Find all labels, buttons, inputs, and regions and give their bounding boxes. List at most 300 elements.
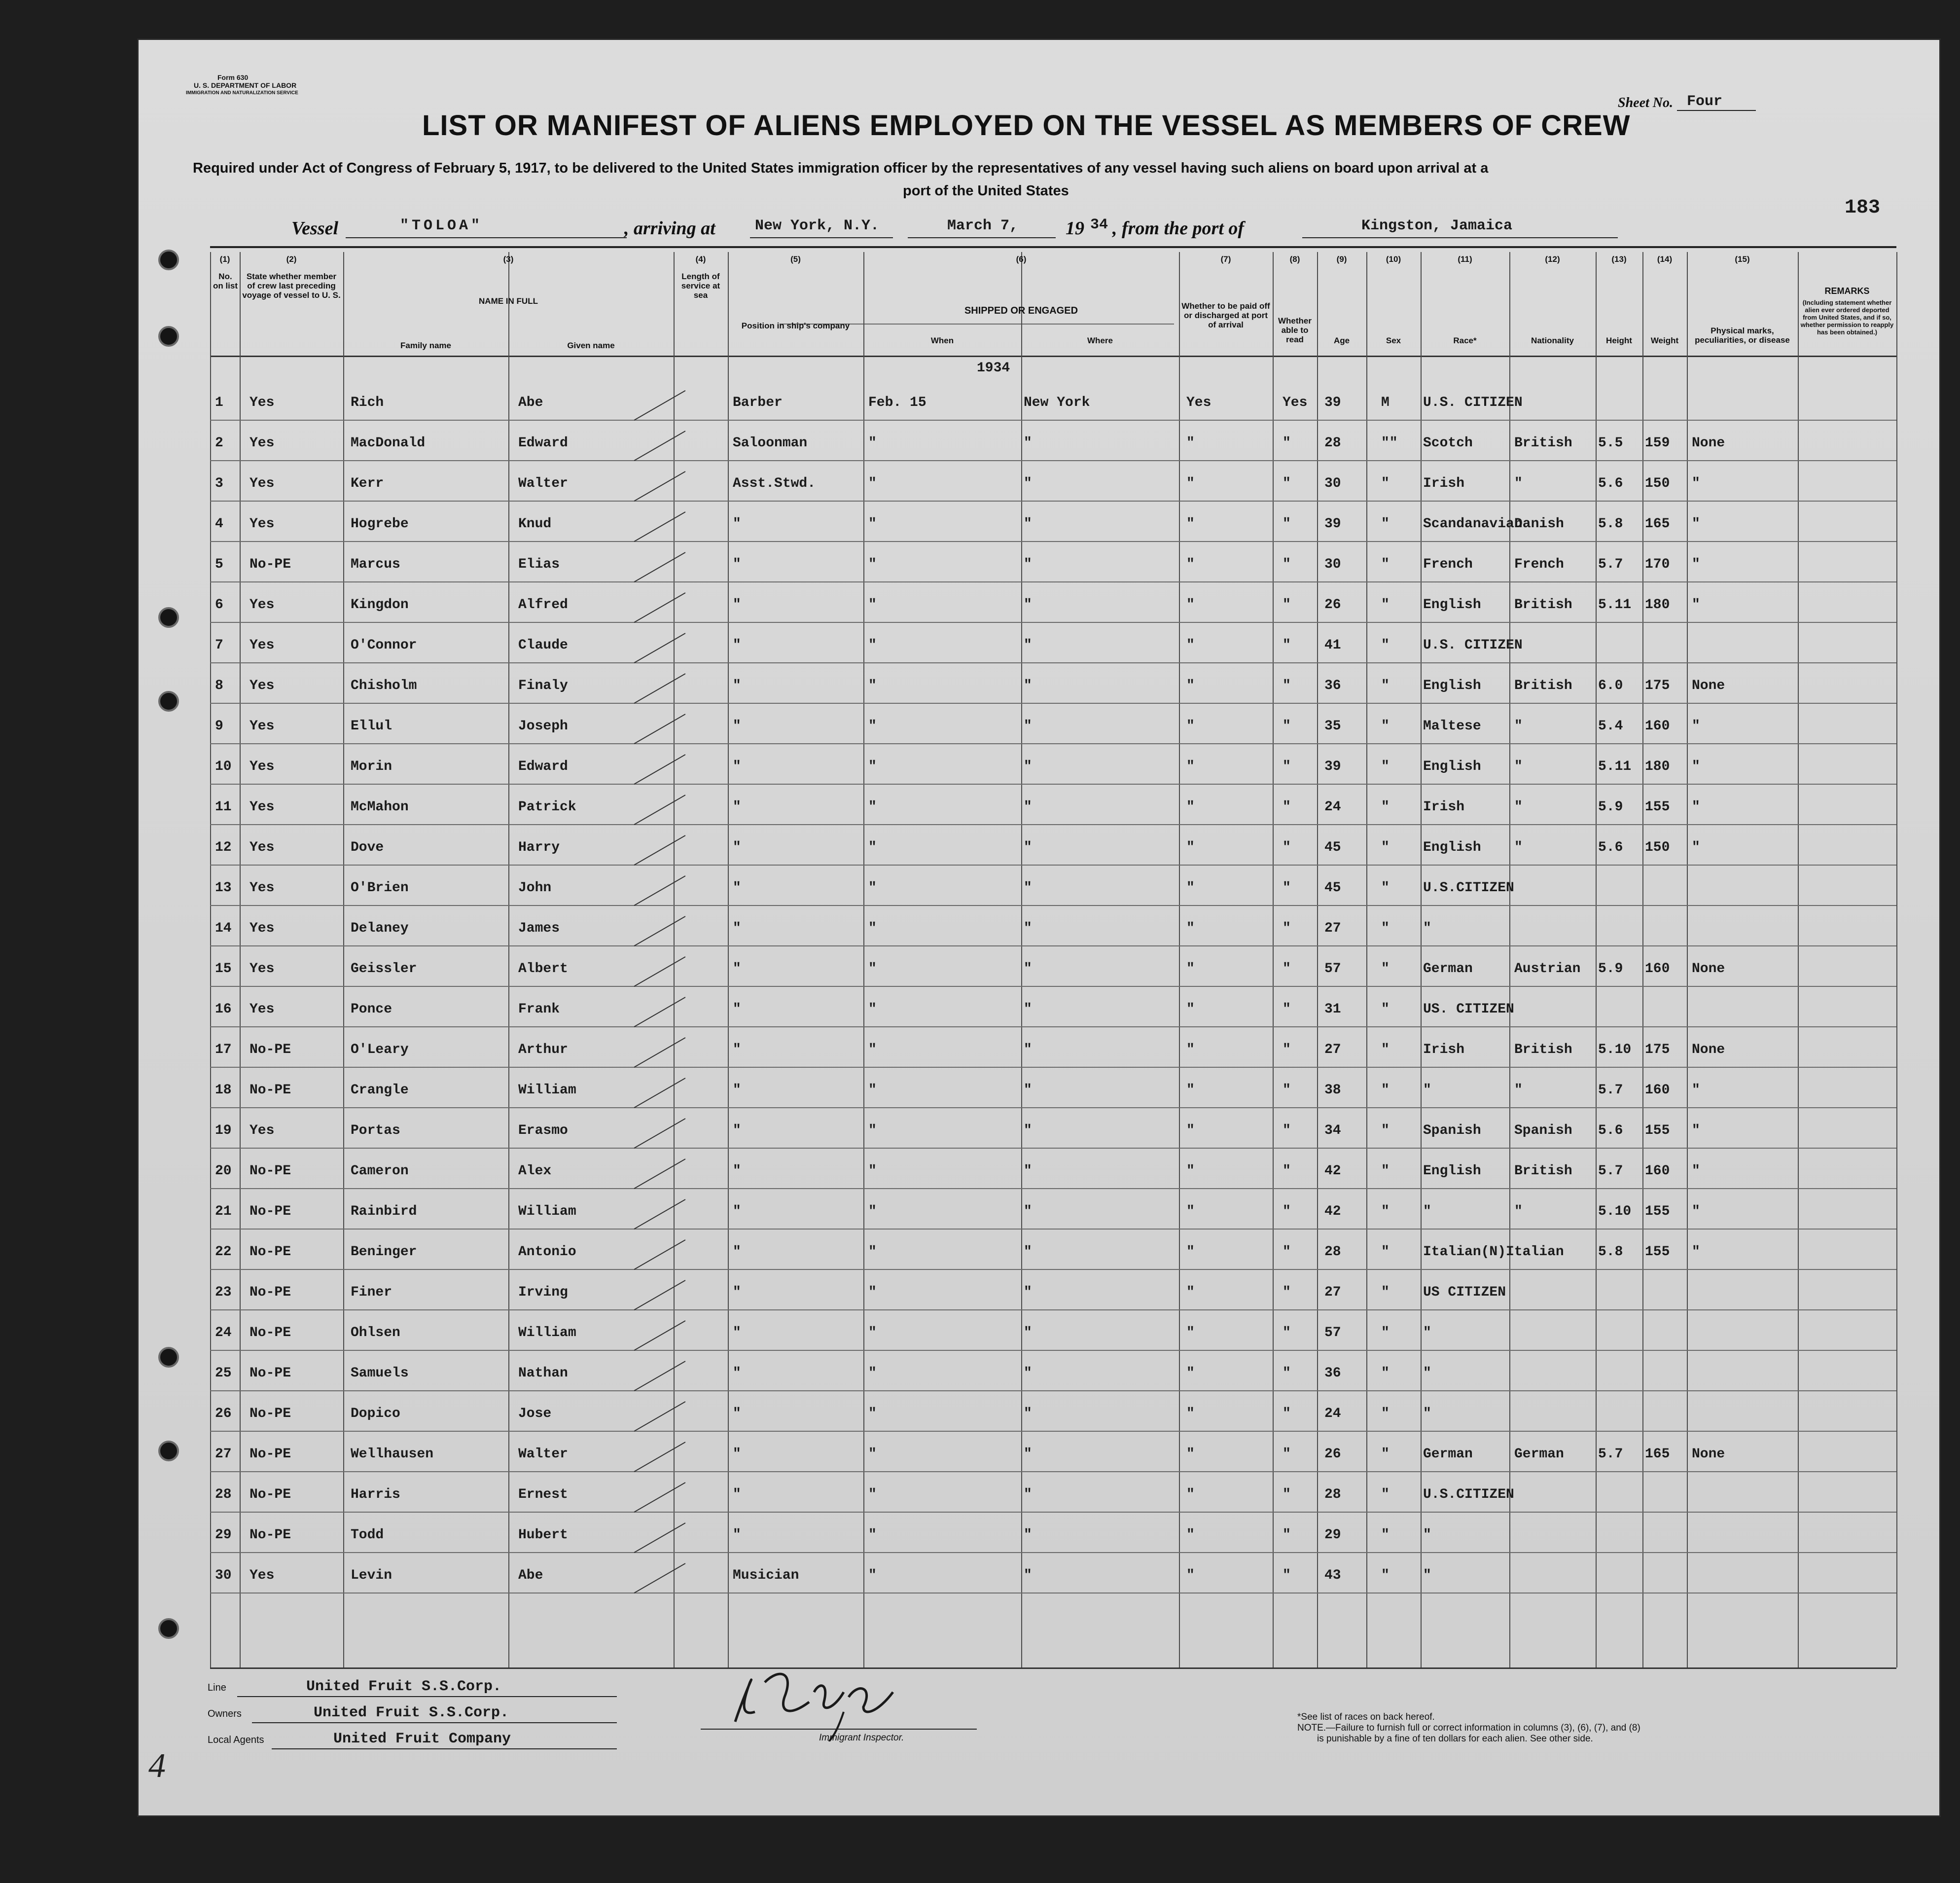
row-able-to-read: " [1283,1447,1291,1462]
table-row [210,824,1896,825]
sheet-underline [1677,109,1756,111]
row-shipped-where: " [1024,921,1032,936]
grid-column-rule [728,252,729,1667]
row-paid-off: " [1186,1487,1195,1502]
row-number: 26 [215,1406,232,1421]
col-num-4: (4) [695,254,706,264]
row-paid-off: " [1186,1325,1195,1340]
row-nationality: " [1514,799,1523,815]
row-number: 8 [215,678,223,693]
row-shipped-when: " [868,1568,877,1583]
row-shipped-when: " [868,557,877,572]
row-race: English [1423,840,1481,855]
row-shipped-when: " [868,719,877,734]
from-port-underline [1302,236,1618,238]
row-shipped-where: " [1024,1083,1032,1098]
note-penalty-2: is punishable by a fine of ten dollars for each alien. See other side. [1317,1734,1593,1744]
row-age: 42 [1324,1204,1341,1219]
row-shipped-where: " [1024,516,1032,532]
row-height: 5.7 [1598,1447,1623,1462]
row-position: " [733,880,741,896]
row-able-to-read: " [1283,516,1291,532]
row-position: " [733,1447,741,1462]
row-given-name: Knud [518,516,552,532]
row-shipped-when: " [868,1487,877,1502]
binder-hole [158,250,179,270]
col-num-14: (14) [1657,254,1673,264]
row-prev-voyage: Yes [249,395,275,410]
row-shipped-where: " [1024,1002,1032,1017]
owners-label: Owners [208,1708,242,1719]
year-suffix: 34 [1090,217,1108,233]
row-shipped-when: " [868,961,877,977]
row-physical-marks: None [1692,1042,1725,1057]
row-family-name: O'Leary [351,1042,409,1057]
col-num-8: (8) [1289,254,1300,264]
col-header-read: Whether able to read [1278,316,1312,344]
row-shipped-where: " [1024,840,1032,855]
table-row [210,865,1896,866]
row-given-name: Walter [518,476,568,491]
col-header-paid-off: Whether to be paid off or discharged at port of arrival [1181,301,1270,329]
table-row [210,1067,1896,1068]
grid-column-rule [1509,252,1510,1667]
row-paid-off: " [1186,759,1195,774]
row-race: Scandanavian [1423,516,1523,532]
row-nationality: German [1514,1447,1564,1462]
row-race: US CITIZEN [1423,1285,1506,1300]
row-nationality: French [1514,557,1564,572]
row-weight: 180 [1645,759,1670,774]
col-num-13: (13) [1611,254,1627,264]
row-family-name: O'Connor [351,638,417,653]
row-sex: " [1381,1285,1390,1300]
row-number: 3 [215,476,223,491]
row-number: 14 [215,921,232,936]
col-header-remarks: REMARKS [1824,286,1870,296]
row-number: 25 [215,1366,232,1381]
row-position: " [733,1042,741,1057]
row-prev-voyage: Yes [249,1002,275,1017]
row-shipped-when: " [868,880,877,896]
table-row [210,581,1896,582]
row-able-to-read: " [1283,1123,1291,1138]
row-able-to-read: " [1283,1083,1291,1098]
table-row [210,1026,1896,1027]
row-height: 5.4 [1598,719,1623,734]
row-shipped-when: " [868,1447,877,1462]
row-family-name: O'Brien [351,880,409,896]
row-shipped-where: " [1024,1568,1032,1583]
row-sex: " [1381,719,1390,734]
row-number: 19 [215,1123,232,1138]
form-subtitle-2: port of the United States [903,183,1069,199]
row-position: " [733,1527,741,1543]
scanned-sheet [137,38,1941,1817]
row-weight: 150 [1645,840,1670,855]
row-paid-off: " [1186,1204,1195,1219]
row-given-name: Frank [518,1002,560,1017]
row-given-name: Nathan [518,1366,568,1381]
row-sex: " [1381,840,1390,855]
row-family-name: Portas [351,1123,400,1138]
row-family-name: Delaney [351,921,409,936]
row-sex: " [1381,1366,1390,1381]
row-prev-voyage: Yes [249,638,275,653]
row-position: " [733,678,741,693]
row-position: " [733,1285,741,1300]
row-number: 17 [215,1042,232,1057]
row-height: 5.9 [1598,799,1623,815]
col-header-weight: Weight [1650,336,1679,345]
row-given-name: Abe [518,395,543,410]
line-value: United Fruit S.S.Corp. [306,1678,502,1695]
row-shipped-where: " [1024,1406,1032,1421]
row-given-name: Antonio [518,1244,576,1260]
grid-column-rule [1317,252,1318,1667]
row-shipped-when: " [868,435,877,451]
row-position: Barber [733,395,783,410]
row-number: 16 [215,1002,232,1017]
row-shipped-when: " [868,1406,877,1421]
row-sex: " [1381,638,1390,653]
row-position: Asst.Stwd. [733,476,816,491]
row-sex: " [1381,1002,1390,1017]
row-height: 5.11 [1598,597,1632,613]
row-position: " [733,719,741,734]
binder-hole [158,326,179,347]
row-physical-marks: " [1692,1123,1700,1138]
row-given-name: Hubert [518,1527,568,1543]
row-nationality: British [1514,678,1572,693]
row-shipped-when: " [868,678,877,693]
grid-column-rule [210,252,211,1667]
row-able-to-read: " [1283,1366,1291,1381]
row-height: 5.8 [1598,516,1623,532]
row-weight: 160 [1645,719,1670,734]
row-nationality: British [1514,1042,1572,1057]
row-able-to-read: " [1283,1244,1291,1260]
row-physical-marks: None [1692,435,1725,451]
row-sex: " [1381,557,1390,572]
row-age: 30 [1324,476,1341,491]
row-prev-voyage: No-PE [249,1487,291,1502]
row-age: 26 [1324,1447,1341,1462]
col-header-nationality: Nationality [1531,336,1574,345]
table-row [210,460,1896,461]
row-able-to-read: " [1283,1002,1291,1017]
table-row [210,420,1896,421]
row-age: 26 [1324,597,1341,613]
table-row [210,1512,1896,1513]
row-race: Irish [1423,1042,1465,1057]
row-nationality: " [1514,476,1523,491]
col-header-race: Race* [1453,336,1477,345]
row-sex: " [1381,1487,1390,1502]
row-position: " [733,840,741,855]
row-number: 27 [215,1447,232,1462]
row-age: 27 [1324,1285,1341,1300]
table-row [210,743,1896,744]
year-prefix: 19 [1066,218,1084,239]
row-weight: 155 [1645,1123,1670,1138]
vessel-name: "TOLOA" [400,217,483,234]
row-sex: " [1381,678,1390,693]
note-races: *See list of races on back hereof. [1297,1712,1435,1722]
row-position: " [733,1487,741,1502]
row-paid-off: " [1186,1083,1195,1098]
row-sex: " [1381,880,1390,896]
row-able-to-read: " [1283,638,1291,653]
row-number: 9 [215,719,223,734]
row-nationality: Danish [1514,516,1564,532]
table-row [210,1269,1896,1270]
row-race: U.S. CITIZEN [1423,638,1523,653]
table-row [210,1390,1896,1391]
row-shipped-where: " [1024,1042,1032,1057]
row-able-to-read: " [1283,840,1291,855]
row-physical-marks: " [1692,1163,1700,1179]
row-physical-marks: None [1692,1447,1725,1462]
form-number: Form 630 [217,73,249,81]
row-number: 7 [215,638,223,653]
row-number: 28 [215,1487,232,1502]
row-weight: 160 [1645,961,1670,977]
row-able-to-read: " [1283,719,1291,734]
row-able-to-read: " [1283,435,1291,451]
row-height: 5.7 [1598,1083,1623,1098]
row-able-to-read: " [1283,1568,1291,1583]
col-header-given: Given name [567,341,615,350]
row-height: 5.8 [1598,1244,1623,1260]
row-position: " [733,921,741,936]
row-race: " [1423,1406,1431,1421]
table-row [210,703,1896,704]
grid-column-rule [863,252,864,1667]
row-physical-marks: None [1692,678,1725,693]
row-sex: " [1381,1123,1390,1138]
row-weight: 159 [1645,435,1670,451]
page-number: 183 [1845,197,1881,219]
row-given-name: Jose [518,1406,552,1421]
table-row [210,1229,1896,1230]
row-family-name: Kerr [351,476,384,491]
row-shipped-when: " [868,1285,877,1300]
table-row [210,905,1896,906]
form-department: U. S. DEPARTMENT OF LABOR [194,81,297,89]
row-number: 30 [215,1568,232,1583]
row-sex: " [1381,1204,1390,1219]
row-nationality: " [1514,719,1523,734]
col-num-6: (6) [1016,254,1027,264]
row-age: 45 [1324,880,1341,896]
row-given-name: Elias [518,557,560,572]
row-age: 38 [1324,1083,1341,1098]
row-family-name: Marcus [351,557,400,572]
row-number: 20 [215,1163,232,1179]
row-height: 6.0 [1598,678,1623,693]
row-nationality: " [1514,759,1523,774]
row-race: U.S.CITIZEN [1423,1487,1514,1502]
row-sex: " [1381,1527,1390,1543]
col-header-number: No. on list [213,272,238,290]
row-age: 41 [1324,638,1341,653]
row-shipped-where: " [1024,961,1032,977]
row-physical-marks: " [1692,516,1700,532]
owners-value: United Fruit S.S.Corp. [314,1704,509,1721]
grid-column-rule [508,252,509,1667]
row-shipped-when: " [868,1325,877,1340]
row-weight: 165 [1645,516,1670,532]
binder-hole [158,691,179,712]
sheet-number: Four [1687,93,1723,110]
row-position: " [733,638,741,653]
inspector-signature [715,1663,932,1741]
row-shipped-where: " [1024,1487,1032,1502]
row-prev-voyage: Yes [249,678,275,693]
row-number: 24 [215,1325,232,1340]
row-family-name: Ellul [351,719,392,734]
row-weight: 175 [1645,1042,1670,1057]
row-age: 35 [1324,719,1341,734]
row-given-name: James [518,921,560,936]
binder-hole [158,1618,179,1639]
row-shipped-where: " [1024,1244,1032,1260]
row-given-name: Edward [518,759,568,774]
row-age: 24 [1324,1406,1341,1421]
row-weight: 160 [1645,1163,1670,1179]
col-num-11: (11) [1458,254,1472,264]
form-title: LIST OR MANIFEST OF ALIENS EMPLOYED ON THE VESSEL AS MEMBERS OF CREW [422,109,1631,142]
row-paid-off: " [1186,1123,1195,1138]
row-position: " [733,1325,741,1340]
row-sex: " [1381,1042,1390,1057]
col-header-sex: Sex [1386,336,1401,345]
row-family-name: Morin [351,759,392,774]
row-nationality: " [1514,840,1523,855]
row-weight: 180 [1645,597,1670,613]
row-physical-marks: " [1692,799,1700,815]
grid-column-rule [1596,252,1597,1667]
row-paid-off: " [1186,1406,1195,1421]
row-physical-marks: " [1692,719,1700,734]
row-family-name: Dove [351,840,384,855]
grid-column-rule [1021,252,1022,1667]
row-race: U.S.CITIZEN [1423,880,1514,896]
row-able-to-read: " [1283,799,1291,815]
row-paid-off: Yes [1186,395,1212,410]
table-row [210,1350,1896,1351]
table-row [210,1309,1896,1310]
row-prev-voyage: No-PE [249,1527,291,1543]
row-shipped-where: " [1024,1447,1032,1462]
row-shipped-where: New York [1024,395,1090,410]
row-sex: " [1381,1325,1390,1340]
row-given-name: Albert [518,961,568,977]
row-paid-off: " [1186,921,1195,936]
row-weight: 165 [1645,1447,1670,1462]
agents-label: Local Agents [208,1735,264,1745]
row-position: " [733,516,741,532]
table-row [210,541,1896,542]
row-given-name: Finaly [518,678,568,693]
row-prev-voyage: No-PE [249,1325,291,1340]
row-race: French [1423,557,1473,572]
row-given-name: Patrick [518,799,576,815]
row-sex: " [1381,961,1390,977]
row-shipped-where: " [1024,1123,1032,1138]
row-nationality: Spanish [1514,1123,1572,1138]
form-service: IMMIGRATION AND NATURALIZATION SERVICE [186,90,298,96]
row-given-name: Claude [518,638,568,653]
row-given-name: Joseph [518,719,568,734]
row-position: " [733,597,741,613]
row-family-name: Crangle [351,1083,409,1098]
row-able-to-read: " [1283,1527,1291,1543]
row-age: 43 [1324,1568,1341,1583]
row-prev-voyage: Yes [249,840,275,855]
row-number: 2 [215,435,223,451]
row-shipped-when: " [868,921,877,936]
row-family-name: Wellhausen [351,1447,434,1462]
col-num-7: (7) [1220,254,1231,264]
line-underline [237,1695,617,1697]
row-sex: " [1381,1447,1390,1462]
row-shipped-where: " [1024,597,1032,613]
row-able-to-read: " [1283,1204,1291,1219]
grid-column-rule [1798,252,1799,1667]
binder-hole [158,1441,179,1461]
row-shipped-where: " [1024,678,1032,693]
row-physical-marks: " [1692,1244,1700,1260]
row-prev-voyage: No-PE [249,1163,291,1179]
row-shipped-when: " [868,1083,877,1098]
row-paid-off: " [1186,961,1195,977]
row-shipped-when: " [868,1123,877,1138]
vessel-underline [346,236,627,238]
row-shipped-where: " [1024,476,1032,491]
row-family-name: Rich [351,395,384,410]
row-family-name: Kingdon [351,597,409,613]
grid-column-rule [1273,252,1274,1667]
row-shipped-when: " [868,1002,877,1017]
col-header-position: Position in ship's company [741,321,850,330]
row-able-to-read: " [1283,1325,1291,1340]
row-height: 5.6 [1598,1123,1623,1138]
row-shipped-where: " [1024,1325,1032,1340]
arriving-underline [750,236,893,238]
row-family-name: Harris [351,1487,400,1502]
header-bottom-rule [210,356,1896,357]
row-given-name: Erasmo [518,1123,568,1138]
row-age: 39 [1324,759,1341,774]
row-weight: 175 [1645,678,1670,693]
row-able-to-read: " [1283,1042,1291,1057]
row-able-to-read: " [1283,1163,1291,1179]
table-bottom-rule [210,1667,1896,1669]
row-prev-voyage: Yes [249,1568,275,1583]
row-age: 28 [1324,1487,1341,1502]
row-sex: " [1381,1163,1390,1179]
grid-column-rule [1642,252,1643,1667]
row-sex: " [1381,1244,1390,1260]
row-sex: " [1381,759,1390,774]
col-num-12: (12) [1545,254,1560,264]
row-race: " [1423,1204,1431,1219]
row-age: 28 [1324,435,1341,451]
row-prev-voyage: No-PE [249,1285,291,1300]
row-nationality: Austrian [1514,961,1581,977]
